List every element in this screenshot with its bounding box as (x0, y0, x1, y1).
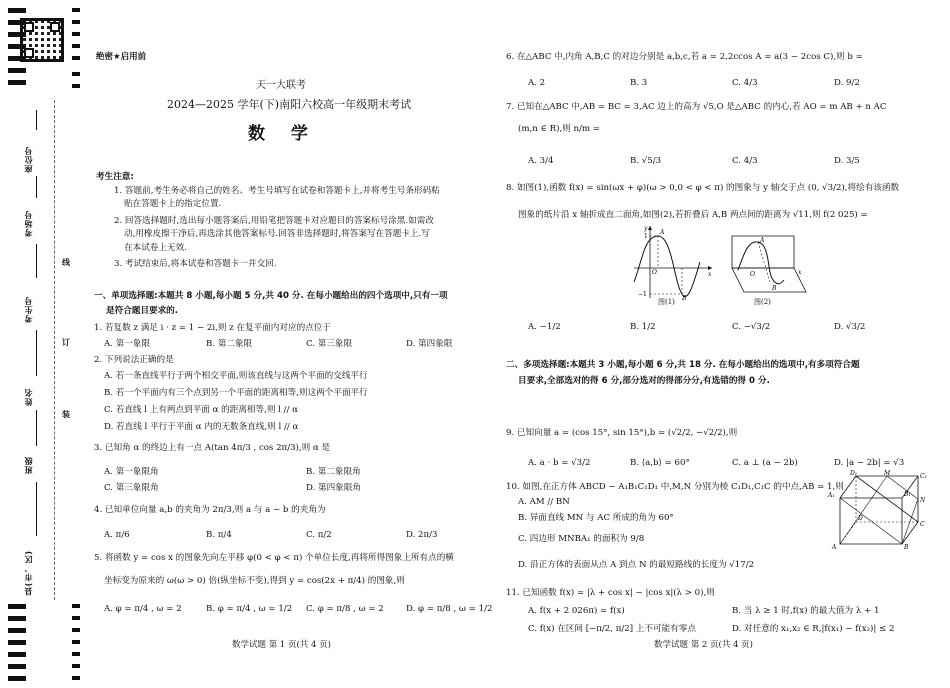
svg-text:N: N (920, 497, 926, 504)
line-mark: 线 (62, 258, 70, 267)
q4-option-b: B. π/4 (206, 530, 232, 540)
q6-option-a: A. 2 (528, 78, 546, 88)
svg-text:A: A (760, 237, 765, 244)
q8-figure-2-caption: 图(2) (754, 298, 771, 306)
q7-stem: 7. 已知在△ABC 中,AB = BC = 3,AC 边上的高为 √5,O 是△ABC 的内心,若 AO = m AB + n AC (506, 102, 887, 112)
q8-option-d: D. √3/2 (834, 322, 866, 332)
q11-stem: 11. 已知函数 f(x) = |λ + cos x| − |cos x|(λ > 0),则 (506, 588, 715, 598)
q5-option-c: C. φ = π/8 , ω = 2 (306, 604, 384, 614)
q3-option-c: C. 第三象限角 (104, 483, 159, 493)
section2-heading: 二、多项选择题:本题共 3 小题,每小题 6 分,共 18 分. 在每小题给出的选项中,有多项符合题 (506, 360, 860, 370)
q7-option-b: B. √5/3 (630, 156, 662, 166)
q9-option-a: A. a · b = √3/2 (528, 458, 591, 468)
secret-label: 绝密★启用前 (96, 52, 147, 62)
q2-option-d: D. 若直线 l 平行于平面 α 内的无数条直线,则 l // α (104, 422, 299, 432)
section1-heading: 一、单项选择题:本题共 8 小题,每小题 5 分,共 40 分. 在每小题给出的四个选项中,只有一项 (94, 291, 448, 301)
q2-option-c: C. 若直线 l 上有两点到平面 α 的距离相等,则 l // α (104, 405, 298, 415)
q9-stem: 9. 已知向量 a = (cos 15°, sin 15°),b = (√2/2, −√2/2),则 (506, 428, 738, 438)
q10-option-c: C. 四边形 MNBA₁ 的面积为 9/8 (518, 534, 645, 544)
q4-option-a: A. π/6 (104, 530, 130, 540)
binding-dashed-line (54, 100, 55, 600)
q10-cube-figure (826, 470, 930, 550)
org-name: 天一大联考 (256, 80, 306, 91)
svg-text:A₁: A₁ (828, 492, 835, 499)
q3-option-a: A. 第一象限角 (104, 467, 159, 477)
q8-option-c: C. −√3/2 (732, 322, 771, 332)
q6-stem: 6. 在△ABC 中,内角 A,B,C 的对边分别是 a,b,c,若 a = 2,2ccos A = a(3 − 2cos C),则 b = (506, 52, 863, 62)
q6-option-b: B. 3 (630, 78, 648, 88)
q4-option-c: C. π/2 (306, 530, 332, 540)
notes-line: 贴在答题卡上的指定位置. (124, 199, 222, 209)
notes-line: 3. 考试结束后,将本试卷和答题卡一并交回. (114, 259, 277, 269)
q1-option-d: D. 第四象限 (406, 339, 453, 349)
svg-text:A: A (660, 229, 665, 236)
q1-stem: 1. 若复数 z 满足 i · z = 1 − 2i,则 z 在复平面内对应的点位于 (94, 323, 331, 333)
q8-option-b: B. 1/2 (630, 322, 656, 332)
q6-option-d: D. 9/2 (834, 78, 860, 88)
q10-option-a: A. AM // BN (518, 497, 570, 507)
q1-option-c: C. 第三象限 (306, 339, 353, 349)
svg-text:D₁: D₁ (850, 470, 858, 477)
q9-option-b: B. ⟨a,b⟩ = 60° (630, 458, 690, 468)
svg-text:O: O (750, 271, 755, 278)
svg-text:y: y (644, 225, 648, 232)
svg-text:x: x (708, 271, 712, 278)
q11-option-d: D. 对任意的 x₁,x₂ ∈ R,|f(x₁) − f(x₂)| ≤ 2 (732, 624, 895, 634)
svg-text:C: C (920, 521, 925, 528)
q3-option-d: D. 第四象限角 (306, 483, 362, 493)
q1-option-a: A. 第一象限 (104, 339, 151, 349)
q2-stem: 2. 下列说法正确的是 (94, 355, 174, 365)
svg-text:x: x (798, 269, 802, 276)
q1-option-b: B. 第二象限 (206, 339, 253, 349)
q4-option-d: D. 2π/3 (406, 530, 438, 540)
svg-text:O: O (652, 269, 657, 276)
q4-stem: 4. 已知单位向量 a,b 的夹角为 2π/3,则 a 与 a − b 的夹角为 (94, 505, 326, 515)
q10-option-b: B. 异面直线 MN 与 AC 所成的角为 60° (518, 513, 674, 523)
svg-text:M: M (884, 470, 891, 477)
q3-stem: 3. 已知角 α 的终边上有一点 A(tan 4π/3 , cos 2π/3),则 α 是 (94, 443, 331, 453)
svg-text:D: D (858, 515, 863, 522)
q8-figure-1-caption: 图(1) (658, 298, 675, 306)
q2-option-b: B. 若一个平面内有三个点到另一个平面的距离相等,则这两个平面平行 (104, 388, 368, 398)
q5-option-d: D. φ = π/8 , ω = 1/2 (406, 604, 493, 614)
section1-heading-cont: 是符合题目要求的. (106, 306, 179, 316)
exam-title: 2024—2025 学年(下)南阳六校高一年级期末考试 (167, 98, 412, 111)
q11-option-a: A. f(x + 2 026π) = f(x) (528, 606, 625, 616)
q10-option-d: D. 沿正方体的表面从点 A 到点 N 的最短路线的长度为 √17/2 (518, 560, 755, 570)
county-label: 县(市、区) (24, 550, 33, 596)
svg-text:B₁: B₁ (904, 491, 911, 498)
binding-margin (0, 0, 84, 688)
q7-stem-cont: (m,n ∈ R),则 n/m = (518, 124, 600, 134)
exam-number-label: 考生号 (24, 296, 33, 323)
svg-text:A: A (832, 544, 837, 550)
q9-option-d: D. |a − 2b| = √3 (834, 458, 905, 468)
name-label: 姓名 (24, 388, 33, 406)
svg-text:B: B (904, 544, 909, 550)
class-label: 班级 (24, 456, 33, 474)
q9-option-c: C. a ⊥ (a − 2b) (732, 458, 798, 468)
order-mark: 订 (62, 338, 70, 347)
q7-option-c: C. 4/3 (732, 156, 758, 166)
q8-option-a: A. −1/2 (528, 322, 561, 332)
notes-line: 在本试卷上无效. (124, 243, 187, 253)
seat-label: 座位号 (24, 146, 33, 173)
exam-room-label: 考场号 (24, 210, 33, 237)
qr-code (20, 18, 64, 62)
q8-figure-2 (728, 234, 808, 296)
q5-stem-cont: 坐标变为原来的 ω(ω > 0) 倍(纵坐标不变),得到 y = cos(2x + π/4) 的图象,则 (104, 576, 405, 586)
notes-line: 2. 回答选择题时,选出每小题答案后,用铅笔把答题卡对应题目的答案标号涂黑.如需改 (114, 216, 434, 226)
q5-stem: 5. 将函数 y = cos x 的图象先向左平移 φ(0 < φ < π) 个单位长度,再将所得图象上所有点的横 (94, 553, 454, 563)
subject-title: 数 学 (248, 124, 318, 144)
q10-stem: 10. 如图,在正方体 ABCD − A₁B₁C₁D₁ 中,M,N 分别为棱 C₁D₁,C₁C 的中点,AB = 1,则 (506, 482, 844, 492)
page-footer-left: 数学试题 第 1 页(共 4 页) (232, 640, 331, 650)
svg-text:B: B (772, 285, 777, 292)
notes-title: 考生注意: (96, 172, 134, 182)
notes-line: 动,用橡皮擦干净后,再选涂其他答案标号.回答非选择题时,将答案写在答题卡上.写 (124, 229, 430, 239)
bind-mark: 装 (62, 410, 70, 419)
q3-option-b: B. 第二象限角 (306, 467, 361, 477)
q8-stem-cont: 图象的纸片沿 x 轴折成直二面角,如图(2),若折叠后 A,B 两点间的距离为 √11,则 f(2 025) = (518, 210, 868, 220)
q11-option-c: C. f(x) 在区间 [−π/2, π/2] 上不可能有零点 (528, 624, 696, 634)
q5-option-b: B. φ = π/4 , ω = 1/2 (206, 604, 293, 614)
svg-text:B: B (682, 295, 687, 302)
q11-option-b: B. 当 λ ≥ 1 时,f(x) 的最大值为 λ + 1 (732, 606, 880, 616)
svg-text:−1: −1 (638, 291, 647, 298)
q8-figure-1 (628, 222, 716, 302)
q2-option-a: A. 若一条直线平行于两个相交平面,则该直线与这两个平面的交线平行 (104, 371, 368, 381)
q7-option-d: D. 3/5 (834, 156, 860, 166)
page-footer-right: 数学试题 第 2 页(共 4 页) (654, 640, 753, 650)
q7-option-a: A. 3/4 (528, 156, 554, 166)
q8-stem: 8. 如图(1),函数 f(x) = sin(ωx + φ)(ω > 0,0 < φ < π) 的图象与 y 轴交于点 (0, √3/2),将绘有该函数 (506, 183, 900, 193)
notes-line: 1. 答题前,考生务必将自己的姓名、考生号填写在试卷和答题卡上,并将考生号条形码粘 (114, 186, 440, 196)
q5-option-a: A. φ = π/4 , ω = 2 (104, 604, 182, 614)
section2-heading-cont: 目要求,全部选对的得 6 分,部分选对的得部分分,有选错的得 0 分. (518, 376, 770, 386)
svg-text:1: 1 (644, 233, 648, 240)
q6-option-c: C. 4/3 (732, 78, 758, 88)
svg-text:C₁: C₁ (920, 473, 927, 480)
